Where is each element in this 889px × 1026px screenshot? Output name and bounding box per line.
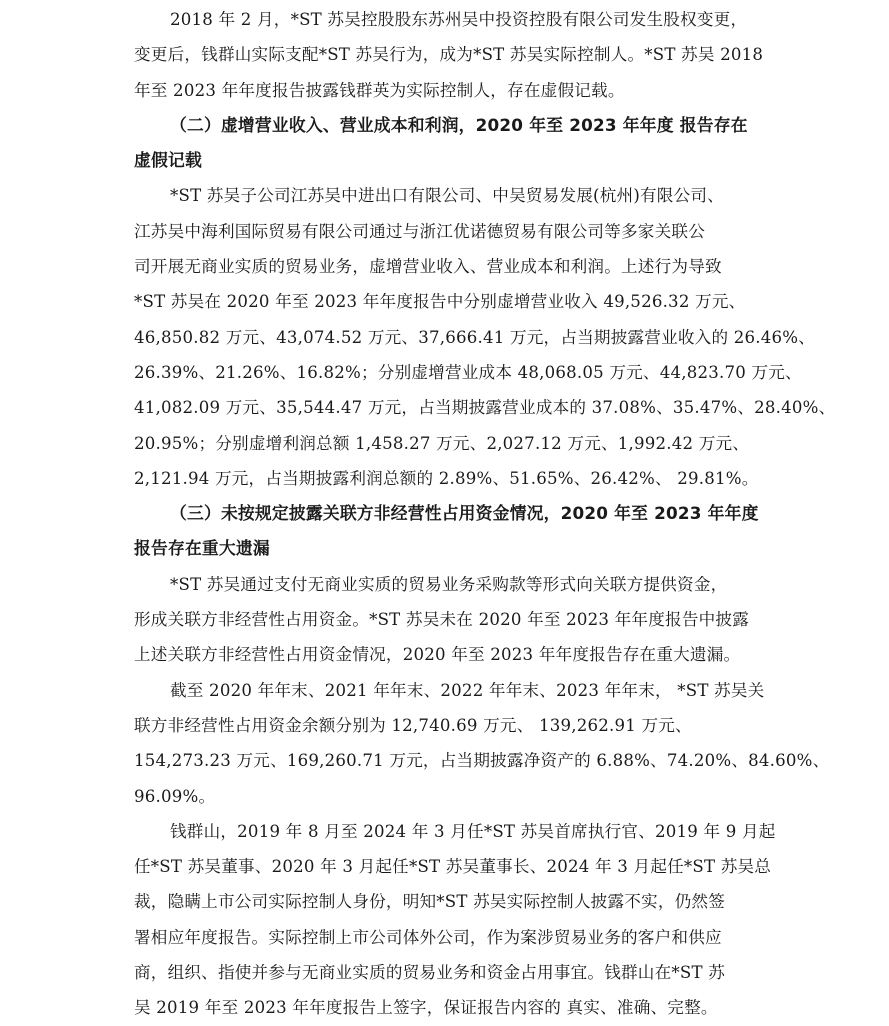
paragraph-control-change [134,2,774,108]
paragraph-qian-qunshan [134,814,774,1026]
text-line: 任*ST 苏吴董事、2020 年 3 月起任*ST 苏吴董事长、2024 年 3 月起任*ST 苏吴总 [134,857,772,877]
text-line: 形成关联方非经营性占用资金。*ST 苏吴未在 2020 年至 2023 年年度报告中披露 [134,610,749,630]
text-line: 41,082.09 万元、35,544.47 万元，占当期披露营业成本的 37.08%、35.47%、28.40%、 [134,398,836,418]
text-line: 江苏吴中海利国际贸易有限公司通过与浙江优诺德贸易有限公司等多家关联公 [134,221,705,241]
text-line: 46,850.82 万元、43,074.52 万元、37,666.41 万元，占当期披露营业收入的 26.46%、 [134,327,815,347]
text-line: 变更后，钱群山实际支配*ST 苏吴行为，成为*ST 苏吴实际控制人。*ST 苏吴 2018 [134,45,764,65]
text-line: *ST 苏吴在 2020 年至 2023 年年度报告中分别虚增营业收入 49,526.32 万元、 [134,292,746,312]
text-line: 2,121.94 万元，占当期披露利润总额的 2.89%、51.65%、26.42%、 29.81%。 [134,468,759,488]
section-heading-2 [134,108,774,179]
document-page [134,2,836,1026]
text-line: 2018 年 2 月，*ST 苏吴控股股东苏州吴中投资控股有限公司发生股权变更， [170,10,748,29]
text-line: 司开展无商业实质的贸易业务，虚增营业收入、营业成本和利润。上述行为导致 [134,257,722,277]
heading-line: 报告存在重大遗漏 [134,538,270,559]
heading-line: （三）未按规定披露关联方非经营性占用资金情况，2020 年至 2023 年年度 [170,503,759,524]
heading-line: 虚假记载 [134,150,202,171]
text-line: *ST 苏吴通过支付无商业实质的贸易业务采购款等形式向关联方提供资金， [170,574,728,594]
text-line: 裁，隐瞒上市公司实际控制人身份，明知*ST 苏吴实际控制人披露不实，仍然签 [134,892,725,912]
text-line: 钱群山，2019 年 8 月至 2024 年 3 月任*ST 苏吴首席执行官、2019 年 9 月起 [170,821,776,841]
text-line: 154,273.23 万元、169,260.71 万元，占当期披露净资产的 6.88%、74.20%、84.60%、 [134,751,830,771]
text-line: 96.09%。 [134,786,216,806]
text-line: 商，组织、指使并参与无商业实质的贸易业务和资金占用事宜。钱群山在*ST 苏 [134,963,725,983]
paragraph-fund-balances [134,673,830,814]
text-line: 联方非经营性占用资金余额分别为 12,740.69 万元、 139,262.91 万元、 [134,715,692,735]
text-line: 截至 2020 年年末、2021 年年末、2022 年年末、2023 年年末， *ST 苏吴关 [170,680,765,700]
paragraph-inflated-revenue [134,178,836,496]
text-line: 吴 2019 年至 2023 年年度报告上签字，保证报告内容的 真实、准确、完整。 [134,998,718,1018]
text-line: 年至 2023 年年度报告披露钱群英为实际控制人，存在虚假记载。 [134,80,625,100]
heading-line: （二）虚增营业收入、营业成本和利润，2020 年至 2023 年年度 报告存在 [170,114,748,135]
text-line: 上述关联方非经营性占用资金情况，2020 年至 2023 年年度报告存在重大遗漏。 [134,645,741,665]
text-line: 署相应年度报告。实际控制上市公司体外公司，作为案涉贸易业务的客户和供应 [134,927,722,947]
section-heading-3 [134,496,774,567]
text-line: 26.39%、21.26%、16.82%；分别虚增营业成本 48,068.05 万元、44,823.70 万元、 [134,362,802,382]
text-line: *ST 苏吴子公司江苏吴中进出口有限公司、中吴贸易发展(杭州)有限公司、 [170,186,724,206]
paragraph-fund-provision [134,567,774,673]
text-line: 20.95%；分别虚增利润总额 1,458.27 万元、2,027.12 万元、1,992.42 万元、 [134,433,750,453]
